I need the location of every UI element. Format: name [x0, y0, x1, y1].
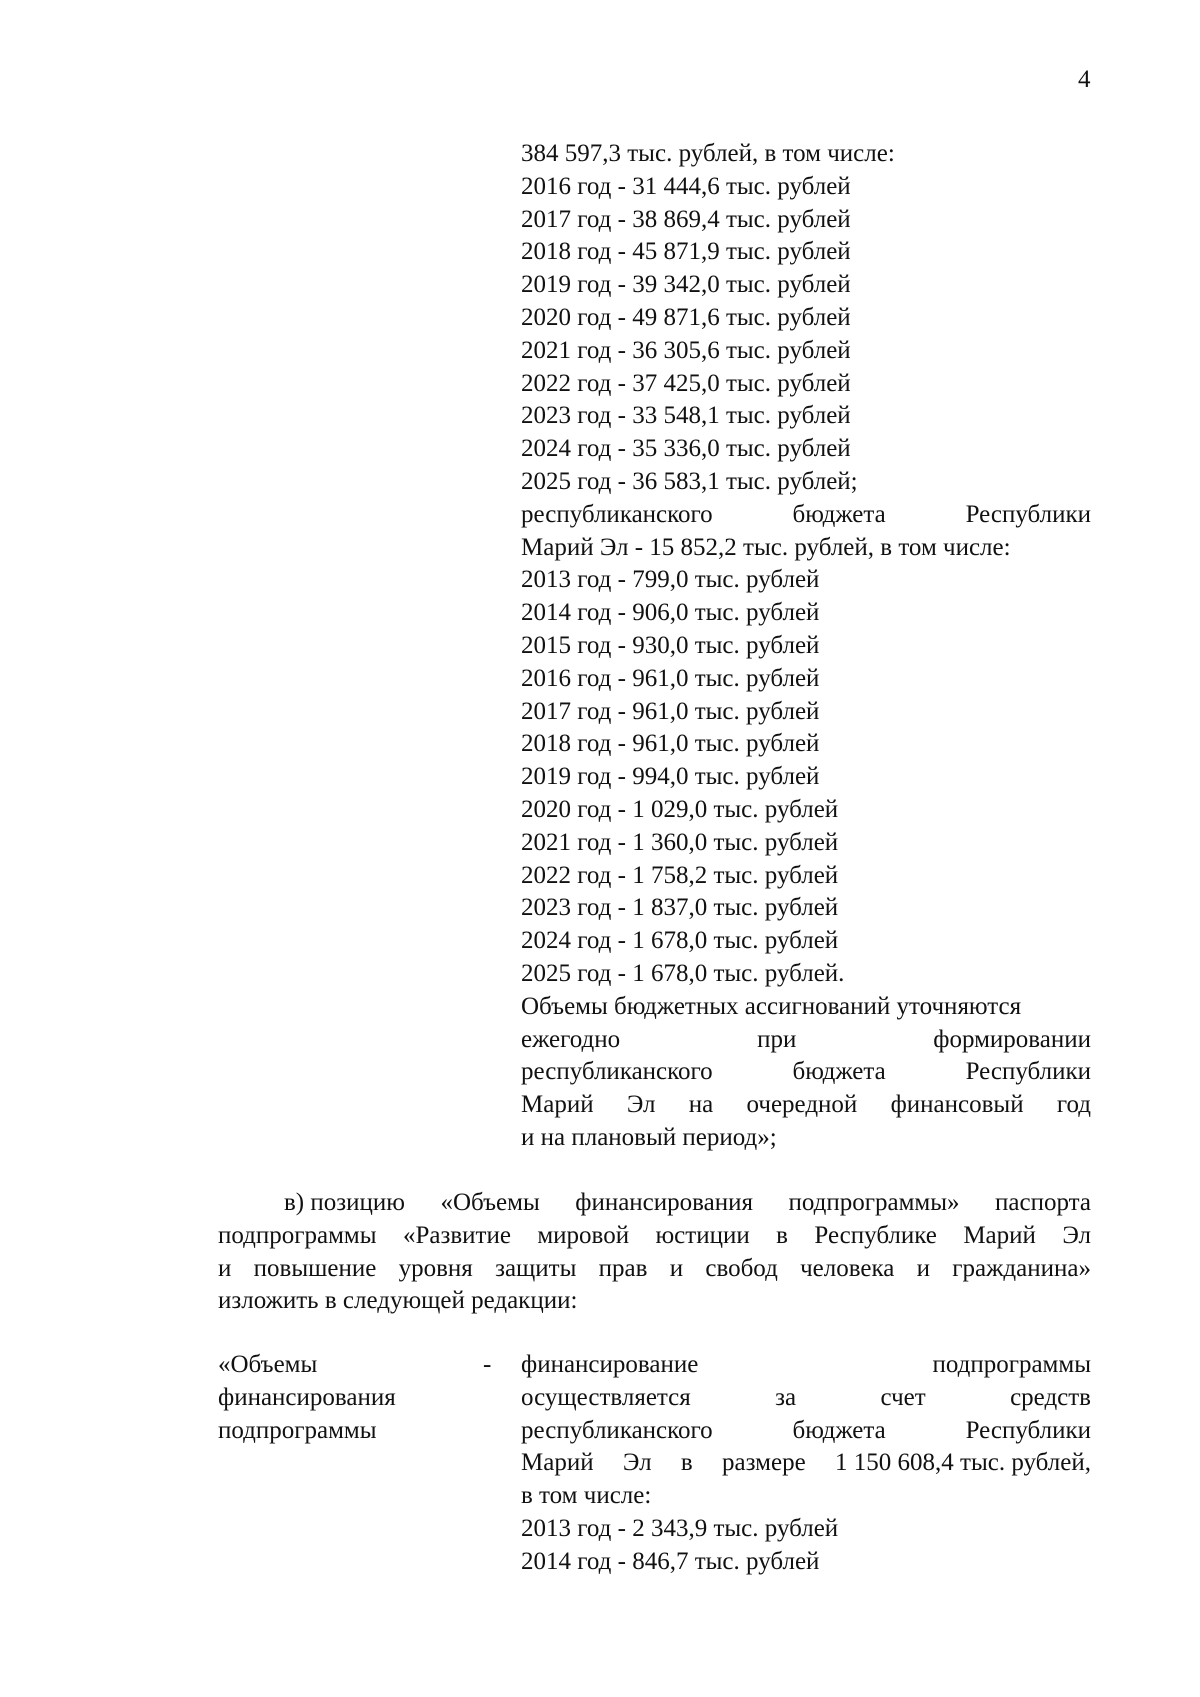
word: уровня — [398, 1254, 473, 1282]
year-line: 2022 год - 37 425,0 тыс. рублей — [521, 369, 851, 397]
word: подпрограммы» — [788, 1189, 960, 1216]
paragraph-line: изложить в следующей редакции: — [218, 1287, 578, 1315]
year-line: 2020 год - 1 029,0 тыс. рублей — [521, 795, 839, 823]
word: и — [218, 1254, 232, 1282]
year-line: 2016 год - 31 444,6 тыс. рублей — [521, 172, 851, 200]
page-number: 4 — [1078, 66, 1091, 93]
word: 1 150 608,4 тыс. рублей, — [835, 1449, 1091, 1477]
label-line: «Объемы — [218, 1351, 318, 1378]
year-line: 2021 год - 1 360,0 тыс. рублей — [521, 828, 839, 856]
word: при — [757, 1025, 797, 1053]
note-line: Объемы бюджетных ассигнований уточняются — [521, 992, 1022, 1020]
year-line: 2020 год - 49 871,6 тыс. рублей — [521, 303, 851, 331]
word: в — [776, 1221, 788, 1249]
word: подпрограммы — [932, 1351, 1091, 1378]
word: бюджета — [792, 1416, 886, 1444]
word: Эл — [1062, 1221, 1091, 1249]
word: Марий — [521, 1449, 594, 1477]
word: Республики — [965, 1058, 1091, 1086]
year-line: 2023 год - 1 837,0 тыс. рублей — [521, 894, 839, 922]
word: мировой — [537, 1221, 630, 1249]
financing-line — [521, 1415, 1091, 1448]
word: Республике — [814, 1221, 937, 1249]
word: Республики — [965, 500, 1091, 528]
word: на — [688, 1091, 714, 1119]
word: свобод — [705, 1254, 778, 1282]
label-dash: - — [483, 1351, 492, 1378]
word: «Объемы — [440, 1189, 540, 1216]
year-line: 2019 год - 39 342,0 тыс. рублей — [521, 271, 851, 299]
word: финансирования — [575, 1189, 753, 1216]
word: осуществляется — [521, 1383, 691, 1411]
word: Эл — [626, 1091, 656, 1119]
year-line: 2017 год - 961,0 тыс. рублей — [521, 697, 820, 725]
funding-block-top — [521, 138, 1091, 1155]
word: Марий — [963, 1221, 1036, 1249]
word: повышение — [253, 1254, 377, 1282]
word: счет — [880, 1383, 926, 1411]
financing-line — [521, 1382, 1091, 1415]
word: Эл — [622, 1449, 652, 1477]
year-line: 2013 год - 799,0 тыс. рублей — [521, 566, 820, 594]
financing-label — [218, 1349, 396, 1447]
word: Республики — [965, 1416, 1091, 1444]
word: республиканского — [521, 500, 713, 528]
word: год — [1056, 1091, 1091, 1119]
year-line: 2024 год - 35 336,0 тыс. рублей — [521, 435, 851, 463]
word: республиканского — [521, 1416, 713, 1444]
note-line: и на плановый период»; — [521, 1123, 777, 1151]
word: бюджета — [792, 1058, 886, 1086]
word: бюджета — [792, 500, 886, 528]
word: Марий — [521, 1091, 594, 1119]
financing-text — [521, 1349, 1091, 1579]
word: формировании — [933, 1025, 1091, 1053]
label-line: финансирования — [218, 1383, 396, 1411]
word: человека — [800, 1254, 895, 1282]
word: средств — [1010, 1383, 1091, 1411]
year-line: 2017 год - 38 869,4 тыс. рублей — [521, 205, 851, 233]
year-line: 2014 год - 906,0 тыс. рублей — [521, 599, 820, 627]
year-line: 2021 год - 36 305,6 тыс. рублей — [521, 336, 851, 364]
note-line — [521, 1024, 1091, 1057]
label-line: подпрограммы — [218, 1416, 377, 1444]
word: финансирование — [521, 1351, 699, 1378]
financing-line: в том числе: — [521, 1482, 652, 1510]
note-line — [521, 1089, 1091, 1122]
word: финансовый — [890, 1091, 1024, 1119]
year-line: 2018 год - 45 871,9 тыс. рублей — [521, 238, 851, 266]
word: в — [680, 1449, 693, 1477]
word: размере — [722, 1449, 806, 1477]
year-line: 2025 год - 1 678,0 тыс. рублей. — [521, 959, 845, 987]
rep-budget-total: Марий Эл - 15 852,2 тыс. рублей, в том числе: — [521, 533, 1011, 561]
word: защиты — [495, 1254, 577, 1282]
paragraph-v — [218, 1187, 1091, 1318]
year-line: 2015 год - 930,0 тыс. рублей — [521, 631, 820, 659]
year-line: 2014 год - 846,7 тыс. рублей — [521, 1547, 820, 1575]
paragraph-line — [218, 1220, 1091, 1253]
word: прав — [598, 1254, 648, 1282]
year-line: 2018 год - 961,0 тыс. рублей — [521, 730, 820, 758]
total-line: 384 597,3 тыс. рублей, в том числе: — [521, 140, 895, 167]
word: республиканского — [521, 1058, 713, 1086]
note-line — [521, 1056, 1091, 1089]
financing-line — [521, 1447, 1091, 1480]
word: в) позицию — [284, 1189, 405, 1216]
word: и — [916, 1254, 930, 1282]
year-line: 2025 год - 36 583,1 тыс. рублей; — [521, 467, 858, 495]
year-line: 2019 год - 994,0 тыс. рублей — [521, 763, 820, 791]
word: ежегодно — [521, 1025, 621, 1053]
word: и — [669, 1254, 684, 1282]
word: очередной — [746, 1091, 858, 1119]
word: подпрограммы — [218, 1221, 377, 1249]
paragraph-line — [218, 1253, 1091, 1286]
year-line: 2024 год - 1 678,0 тыс. рублей — [521, 927, 839, 955]
year-line: 2016 год - 961,0 тыс. рублей — [521, 664, 820, 692]
word: «Развитие — [402, 1221, 511, 1249]
word: за — [775, 1383, 797, 1411]
word: паспорта — [995, 1189, 1091, 1216]
year-line: 2022 год - 1 758,2 тыс. рублей — [521, 861, 839, 889]
year-line: 2013 год - 2 343,9 тыс. рублей — [521, 1514, 839, 1542]
year-line: 2023 год - 33 548,1 тыс. рублей — [521, 402, 851, 430]
paragraph-line — [218, 1187, 1091, 1220]
rep-budget-line — [521, 499, 1091, 532]
word: юстиции — [655, 1221, 750, 1249]
financing-line — [521, 1349, 1091, 1382]
word: гражданина» — [952, 1254, 1091, 1282]
